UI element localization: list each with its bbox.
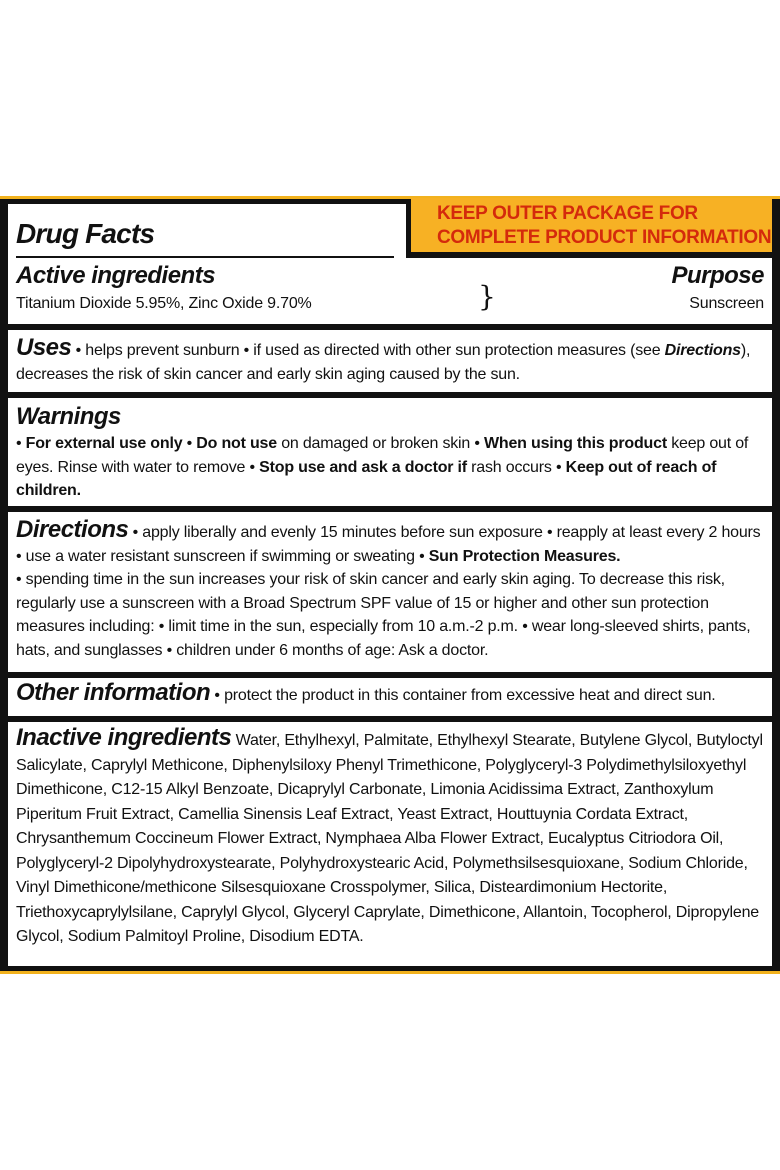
- bullet: •: [522, 618, 528, 635]
- bullet: •: [132, 524, 139, 541]
- bullet: •: [555, 458, 562, 476]
- warning-do-not-use: Do not use: [192, 435, 277, 452]
- inactive-ingredients-text: [16, 726, 764, 950]
- directions-text: [16, 518, 764, 662]
- other-information-heading: Other information: [16, 679, 211, 706]
- uses-text: [16, 336, 764, 386]
- directions-item: reapply at least every 2 hours: [552, 524, 761, 541]
- warning-keep-out-of-reach: Keep out of reach of children.: [16, 458, 717, 499]
- inactive-ingredients-list: Water, Ethylhexyl, Palmitate, Ethylhexyl Stearate, Butylene Glycol, Butyloctyl Salicylate, Caprylyl Methicone, Diphenylsiloxy Phenyl Trimethicone, Polyglyceryl-3 Polydimethylsiloxyethyl Dimethicone, C12-15 Alkyl Benzoate, Dicaprylyl Carbonate, Limonia Acidissima Extract, Zanthoxylum Piperitum Fruit Extract, Camellia Sinensis Leaf Extract, Yeast Extract, Houttuynia Cordata Extract, Chrysanthemum Coccineum Flower Extract, Nymphaea Alba Flower Extract, Eucalyptus Citriodora Oil, Polyglyceryl-2 Dipolyhydroxystearate, Polyhydroxystearic Acid, Polymethsilsesquioxane, Sodium Chloride, Vinyl Dimethicone/methicone Silsesquioxane Crosspolymer, Silica, Disteardimonium Hectorite, Triethoxycaprylylsilane, Caprylyl Glycol, Glyceryl Caprylate, Dimethicone, Allantoin, Tocopherol, Dipropylene Glycol, Sodium Palmitoyl Proline, Disodium EDTA.: [16, 732, 763, 945]
- warning-when-using: When using this product: [479, 435, 667, 452]
- bullet: •: [16, 571, 22, 588]
- sun-protection-measures: Sun Protection Measures.: [424, 547, 621, 565]
- bullet: •: [158, 618, 165, 635]
- bullet: •: [474, 435, 480, 452]
- bullet: •: [186, 435, 193, 452]
- active-ingredients-text: Titanium Dioxide 5.95%, Zinc Oxide 9.70%: [16, 295, 312, 312]
- warning-do-not-use-text: on damaged or broken skin: [276, 435, 475, 452]
- keep-notice-line2: COMPLETE PRODUCT INFORMATION: [437, 227, 772, 248]
- active-ingredients-heading: Active ingredients: [16, 262, 216, 289]
- bullet: •: [16, 547, 22, 565]
- directions-panel: [8, 512, 772, 672]
- directions-item: apply liberally and evenly 15 minutes before sun exposure: [138, 524, 547, 541]
- active-ingredients-panel: [8, 258, 772, 324]
- keep-notice-line1: KEEP OUTER PACKAGE FOR: [437, 203, 698, 224]
- warning-stop-use-text: rash occurs: [466, 458, 556, 476]
- inactive-ingredients-panel: [8, 722, 772, 966]
- bullet: •: [166, 641, 172, 659]
- uses-item-end: ), decreases the risk of skin cancer and early skin aging caused by the sun.: [16, 342, 751, 383]
- warning-when-using-text: keep out of eyes. Rinse with water to remove: [16, 435, 749, 476]
- bullet: •: [16, 435, 22, 452]
- directions-heading: Directions: [16, 516, 129, 543]
- bullet: •: [419, 547, 425, 565]
- warning-external-use: For external use only: [21, 435, 187, 452]
- purpose-text: Sunscreen: [689, 295, 764, 312]
- directions-item: spending time in the sun increases your risk of skin cancer and early skin aging. To decrease this risk, regularly use a sunscreen with a Broad Spectrum SPF value of 15 or higher and other sun protection measures including:: [16, 571, 725, 635]
- directions-item: limit time in the sun, especially from 10 a.m.-2 p.m.: [164, 618, 523, 635]
- uses-heading: Uses: [16, 334, 72, 361]
- bullet: •: [546, 524, 553, 541]
- uses-panel: [8, 330, 772, 392]
- drug-facts-title: Drug Facts: [16, 218, 155, 249]
- bullet: •: [75, 342, 82, 359]
- other-information-text: [16, 681, 764, 708]
- purpose-heading: Purpose: [671, 262, 764, 289]
- other-information-panel: [8, 678, 772, 716]
- warnings-panel: [8, 398, 772, 506]
- directions-item: wear long-sleeved shirts, pants, hats, and sunglasses: [16, 618, 751, 659]
- directions-item: children under 6 months of age: Ask a doctor.: [171, 641, 489, 659]
- directions-reference: Directions: [664, 342, 741, 359]
- inactive-ingredients-heading: Inactive ingredients: [16, 724, 232, 751]
- warning-stop-use: Stop use and ask a doctor if: [254, 458, 467, 476]
- brace-symbol: }: [478, 280, 496, 313]
- uses-item: if used as directed with other sun protection measures (see: [249, 342, 665, 359]
- other-information-item: protect the product in this container from excessive heat and direct sun.: [219, 687, 716, 704]
- bullet: •: [214, 687, 220, 704]
- keep-package-notice: [411, 198, 772, 252]
- warnings-text: [16, 432, 764, 503]
- uses-item: helps prevent sunburn: [81, 342, 244, 359]
- warnings-heading: Warnings: [16, 403, 121, 430]
- bullet: •: [243, 342, 250, 359]
- directions-item: use a water resistant sunscreen if swimming or sweating: [21, 547, 420, 565]
- bullet: •: [249, 458, 255, 476]
